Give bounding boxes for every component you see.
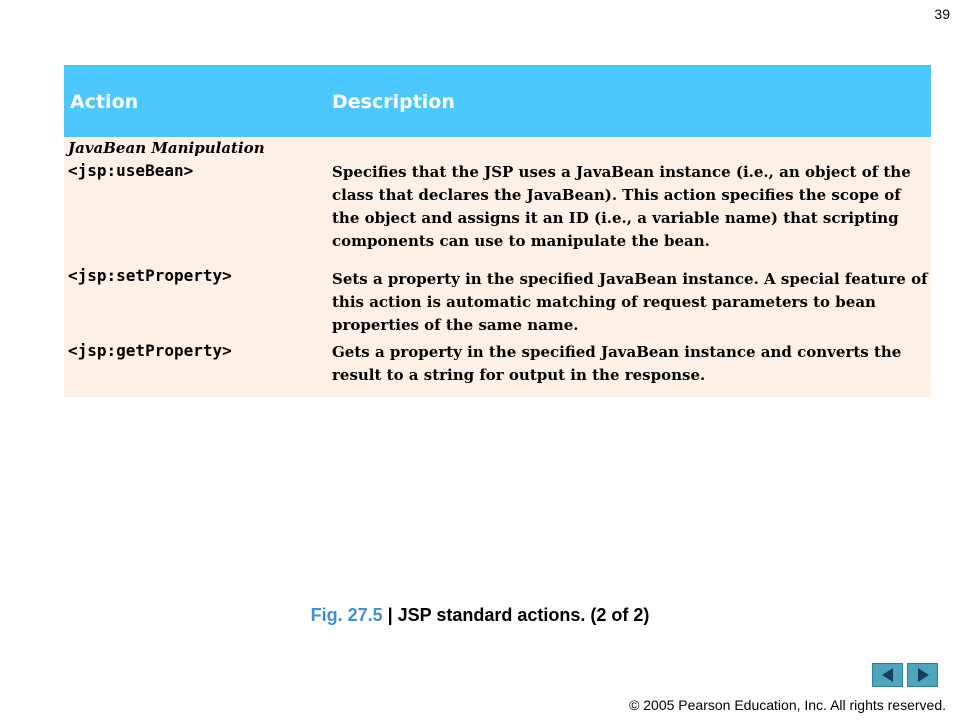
page-number: 39 xyxy=(934,6,950,22)
action-name: <jsp:setProperty> xyxy=(68,266,232,285)
caption-text: JSP standard actions. (2 of 2) xyxy=(397,605,650,625)
triangle-right-icon xyxy=(914,667,932,683)
figure-caption xyxy=(0,605,960,626)
action-description: Specifies that the JSP uses a JavaBean instance (i.e., an object of the class that declares the JavaBean). This action specifies the scope of the object and assigns it an ID (i.e., a variable name) that scripting components can use to manipulate the bean. xyxy=(332,163,911,250)
header-action: Action xyxy=(70,91,139,113)
table-header xyxy=(64,65,931,137)
previous-slide-button[interactable] xyxy=(872,663,903,687)
action-description: Gets a property in the specified JavaBean instance and converts the result to a string for output in the response. xyxy=(332,343,902,384)
header-description: Description xyxy=(332,91,455,113)
caption-separator: | xyxy=(382,605,398,625)
figure-number: Fig. 27.5 xyxy=(310,605,383,625)
action-name: <jsp:useBean> xyxy=(68,161,194,180)
triangle-left-icon xyxy=(879,667,897,683)
group-label: JavaBean Manipulation xyxy=(68,139,265,157)
jsp-actions-table xyxy=(64,65,931,397)
action-name: <jsp:getProperty> xyxy=(68,341,232,360)
next-slide-button[interactable] xyxy=(907,663,938,687)
slide-navigation xyxy=(872,663,938,687)
copyright-footer: © 2005 Pearson Education, Inc. All rights reserved. xyxy=(629,697,946,713)
action-description: Sets a property in the specified JavaBean instance. A special feature of this action is automatic matching of request parameters to bean properties of the same name. xyxy=(332,270,928,334)
